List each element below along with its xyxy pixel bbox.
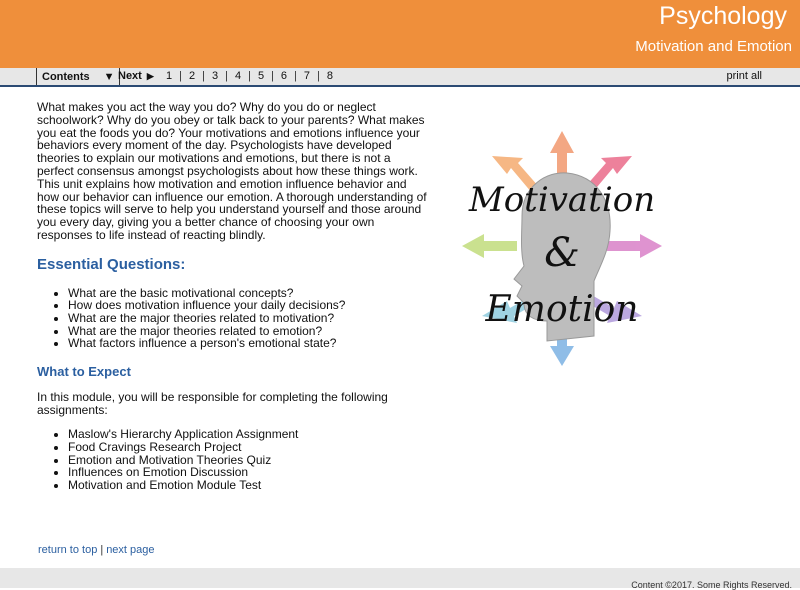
list-item: • How does motivation influence your daily decisions? xyxy=(68,299,427,312)
contents-dropdown[interactable] xyxy=(36,68,120,85)
course-title: Psychology xyxy=(659,2,787,30)
list-item: • Maslow's Hierarchy Application Assignment xyxy=(68,428,427,441)
page-numbers xyxy=(166,68,333,84)
page-link-5[interactable]: 5 xyxy=(257,70,265,82)
page-link-4[interactable]: 4 xyxy=(234,70,242,82)
page-separator: | xyxy=(317,70,320,82)
page-separator: | xyxy=(225,70,228,82)
contents-label: Contents xyxy=(42,70,90,83)
list-item: • Motivation and Emotion Module Test xyxy=(68,479,427,492)
page-separator: | xyxy=(294,70,297,82)
motivation-emotion-image xyxy=(462,131,662,381)
page-link-2[interactable]: 2 xyxy=(188,70,196,82)
list-item: • Influences on Emotion Discussion xyxy=(68,466,427,479)
expect-paragraph: In this module, you will be responsible for completing the following assignments: xyxy=(37,389,388,417)
list-item: • Emotion and Motivation Theories Quiz xyxy=(68,454,427,467)
module-title: Motivation and Emotion xyxy=(635,38,792,55)
return-to-top-link[interactable]: return to top xyxy=(38,544,98,556)
print-all-link[interactable]: print all xyxy=(726,70,762,82)
page-separator: | xyxy=(271,70,274,82)
list-item: • What are the basic motivational concepts? xyxy=(68,287,427,300)
list-item: • What factors influence a person's emotional state? xyxy=(68,337,427,350)
questions-list xyxy=(37,287,427,350)
image-word-motivation: Motivation xyxy=(468,180,656,220)
page-link-7[interactable]: 7 xyxy=(303,70,311,82)
page-link-3[interactable]: 3 xyxy=(211,70,219,82)
list-item: • What are the major theories related to emotion? xyxy=(68,325,427,338)
link-separator: | xyxy=(100,544,104,556)
nav-bar xyxy=(0,68,800,87)
list-item: • What are the major theories related to motivation? xyxy=(68,312,427,325)
bottom-nav xyxy=(38,544,155,556)
next-button[interactable] xyxy=(118,68,154,84)
page-separator: | xyxy=(248,70,251,82)
next-label: Next xyxy=(118,70,142,82)
next-page-link[interactable]: next page xyxy=(106,544,155,556)
list-item: • Food Cravings Research Project xyxy=(68,441,427,454)
intro-paragraph: What makes you act the way you do? Why do you do or neglect schoolwork? Why do you obey or talk back to your parents? What makes you eat the foods you do? Your motivations and emotions influence your behaviors every moment of the day. Psychologists have developed theories to explain our motivations and emotions, but there is not a perfect consensus amongst psychologists about how these things work. This unit explains how motivation and emotion influence behavior and how our behavior can influence our emotion. A thorough understanding of these topics will serve to help you understand yourself and those around you every day, giving you a better chance of choosing your own responses to life instead of reacting blindly. xyxy=(37,100,427,242)
image-word-emotion: Emotion xyxy=(485,289,639,330)
assignments-list xyxy=(37,428,427,491)
page-link-1[interactable]: 1 xyxy=(166,70,173,82)
essential-questions-heading: Essential Questions: xyxy=(37,255,186,273)
page-header xyxy=(0,0,800,68)
page-separator: | xyxy=(179,70,182,82)
page-footer xyxy=(0,568,800,588)
main-content xyxy=(37,101,427,491)
play-arrow-icon: ▶ xyxy=(146,71,154,81)
copyright-text: Content ©2017. Some Rights Reserved. xyxy=(631,580,792,590)
page-link-6[interactable]: 6 xyxy=(280,70,288,82)
page-separator: | xyxy=(202,70,205,82)
what-to-expect-heading: What to Expect xyxy=(37,363,131,379)
page-link-8[interactable]: 8 xyxy=(326,70,334,82)
image-ampersand: & xyxy=(544,230,580,276)
chevron-down-icon: ▼ xyxy=(103,70,115,83)
